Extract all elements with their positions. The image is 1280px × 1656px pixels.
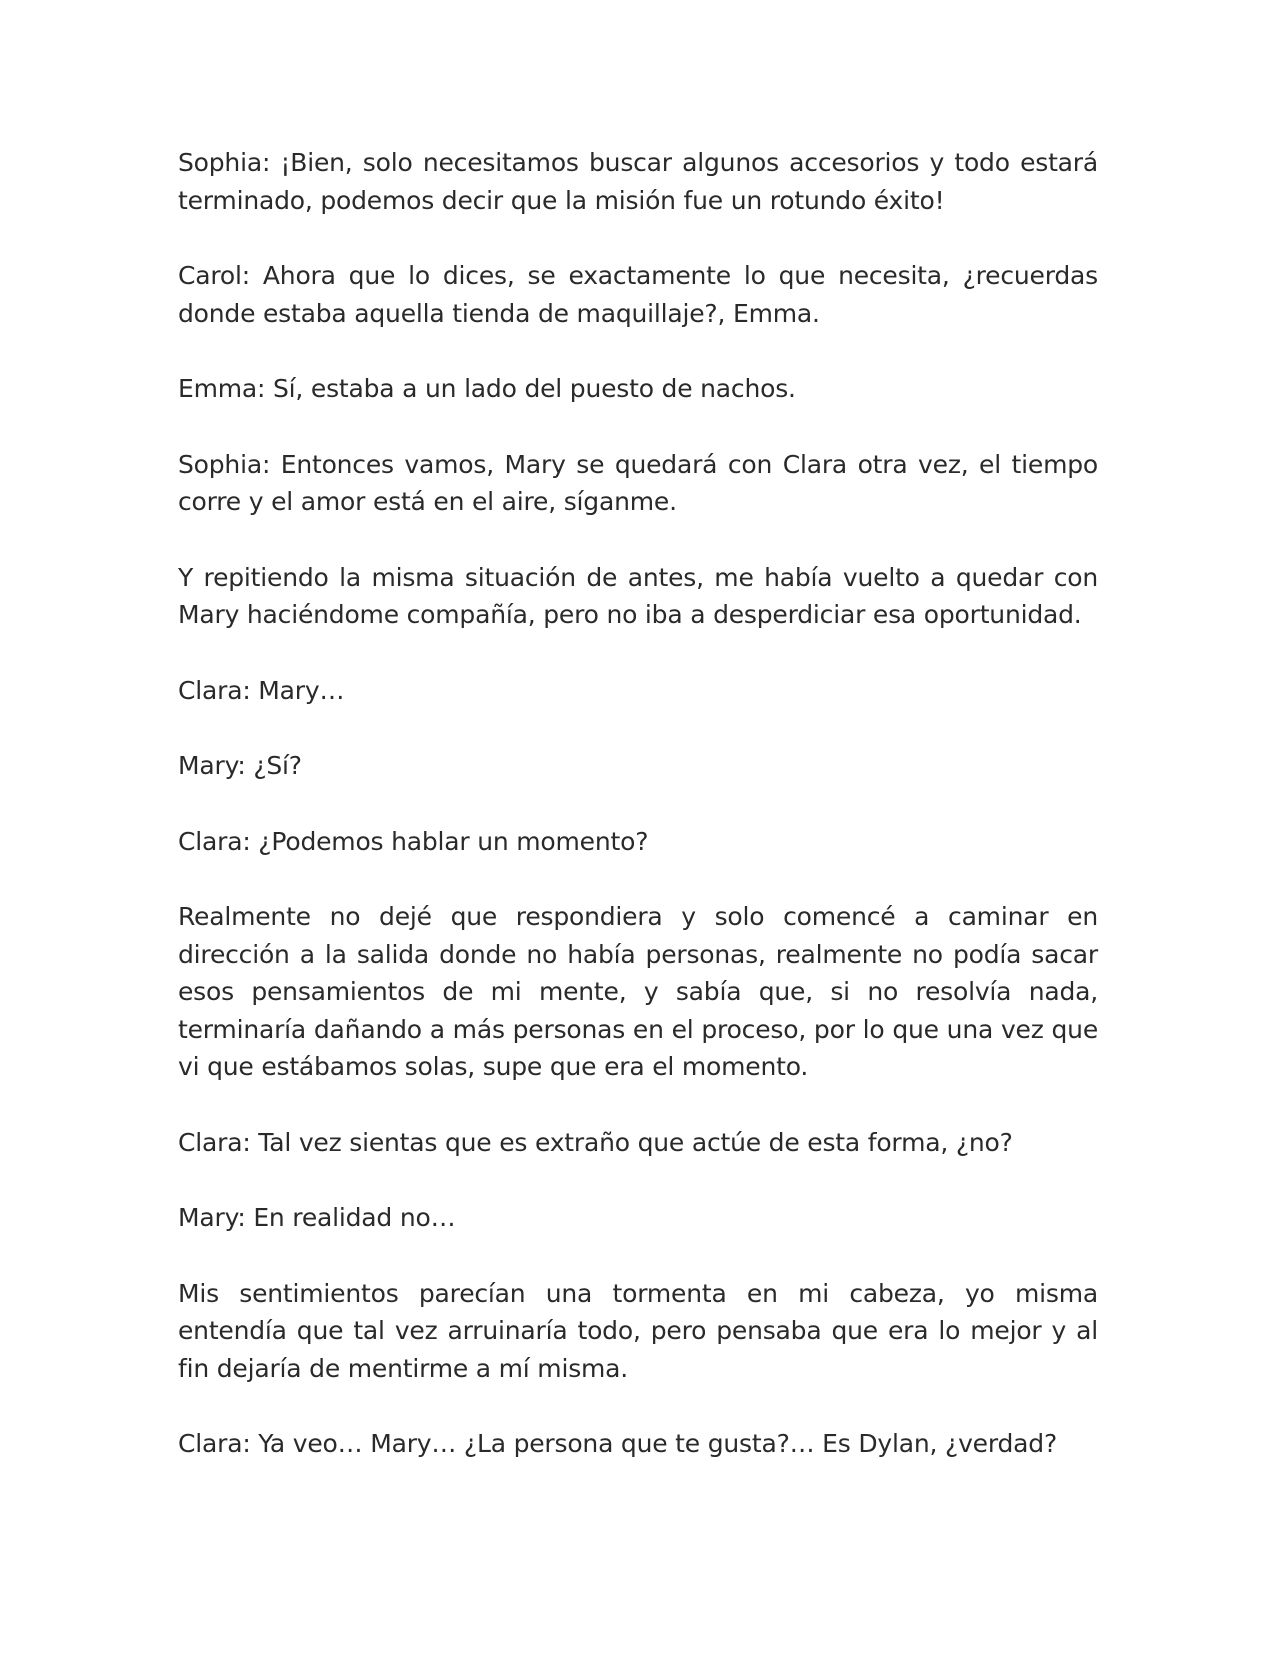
paragraph-mary-1: Mary: ¿Sí? — [178, 751, 302, 780]
paragraph-clara-3: Clara: Tal vez sientas que es extraño que actúe de esta forma, ¿no? — [178, 1127, 1013, 1157]
paragraph-sophia-2: Sophia: Entonces vamos, Mary se quedará con Clara otra vez, el tiempo corre y el amor está en el aire, síganme. — [178, 449, 1098, 516]
paragraph-carol: Carol: Ahora que lo dices, se exactamente lo que necesita, ¿recuerdas donde estaba aquella tienda de maquillaje?, Emma. — [178, 261, 1098, 328]
paragraph-mary-2: Mary: En realidad no… — [178, 1203, 456, 1232]
paragraph-narration-3: Mis sentimientos parecían una tormenta en mi cabeza, yo misma entendía que tal vez arruinaría todo, pero pensaba que era lo mejor y al fin dejaría de mentirme a mí misma. — [178, 1278, 1098, 1383]
paragraph-narration-1: Y repitiendo la misma situación de antes, me había vuelto a quedar con Mary haciéndome compañía, pero no iba a desperdiciar esa oportunidad. — [178, 562, 1098, 629]
paragraph-clara-1: Clara: Mary… — [178, 675, 345, 705]
paragraph-emma: Emma: Sí, estaba a un lado del puesto de nachos. — [178, 374, 796, 403]
paragraph-sophia-1: Sophia: ¡Bien, solo necesitamos buscar algunos accesorios y todo estará terminado, podemos decir que la misión fue un rotundo éxito! — [178, 148, 1098, 215]
document-body — [178, 144, 1098, 1501]
paragraph-narration-2: Realmente no dejé que respondiera y solo comencé a caminar en dirección a la salida donde no había personas, realmente no podía sacar esos pensamientos de mi mente, y sabía que, si no resolvía nada, terminaría dañando a más personas en el proceso, por lo que una vez que vi que estábamos solas, supe que era el momento. — [178, 902, 1098, 1081]
paragraph-clara-2: Clara: ¿Podemos hablar un momento? — [178, 826, 649, 856]
paragraph-clara-4: Clara: Ya veo… Mary… ¿La persona que te gusta?… Es Dylan, ¿verdad? — [178, 1429, 1058, 1458]
